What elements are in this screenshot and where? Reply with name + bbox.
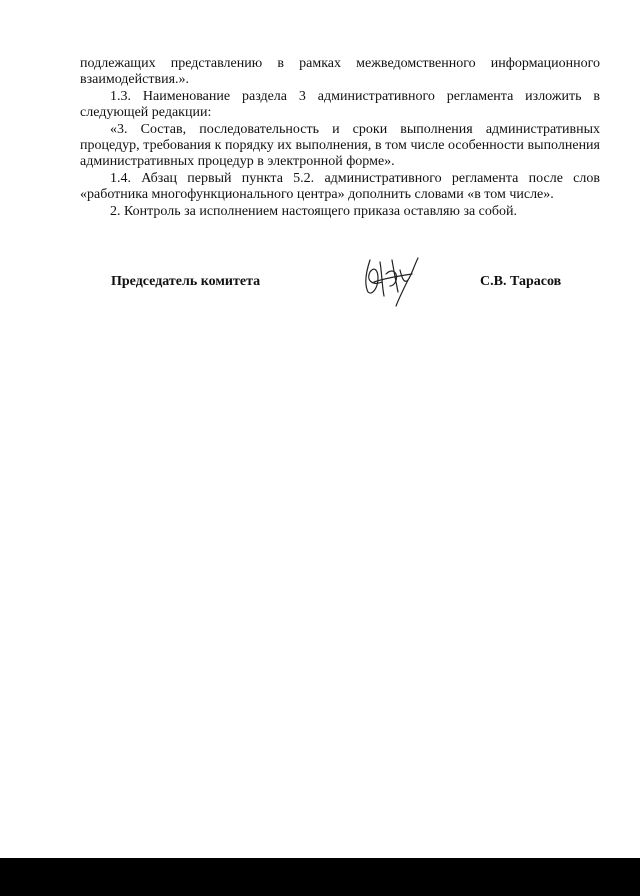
signatory-title: Председатель комитета: [111, 274, 261, 289]
paragraph-1-3: 1.3. Наименование раздела 3 административного регламента изложить в следующей редакции:: [80, 88, 600, 121]
document-body: [80, 56, 600, 220]
paragraph-continuation: подлежащих представлению в рамках межведомственного информационного взаимодействия.».: [80, 56, 600, 88]
scan-bottom-border: [0, 858, 640, 896]
handwritten-signature: [356, 252, 426, 312]
paragraph-1-4: 1.4. Абзац первый пункта 5.2. административного регламента после слов «работника многофункционального центра» дополнить словами «в том числе».: [80, 170, 600, 203]
paragraph-2: 2. Контроль за исполнением настоящего приказа оставляю за собой.: [110, 203, 518, 219]
paragraph-quote-section-3: «3. Состав, последовательность и сроки выполнения административных процедур, требования к порядку их выполнения, в том числе особенности выполнения административных процедур в электронной форме».: [80, 121, 600, 170]
signatory-name: С.В. Тарасов: [480, 274, 562, 289]
signature-row: [0, 262, 640, 322]
